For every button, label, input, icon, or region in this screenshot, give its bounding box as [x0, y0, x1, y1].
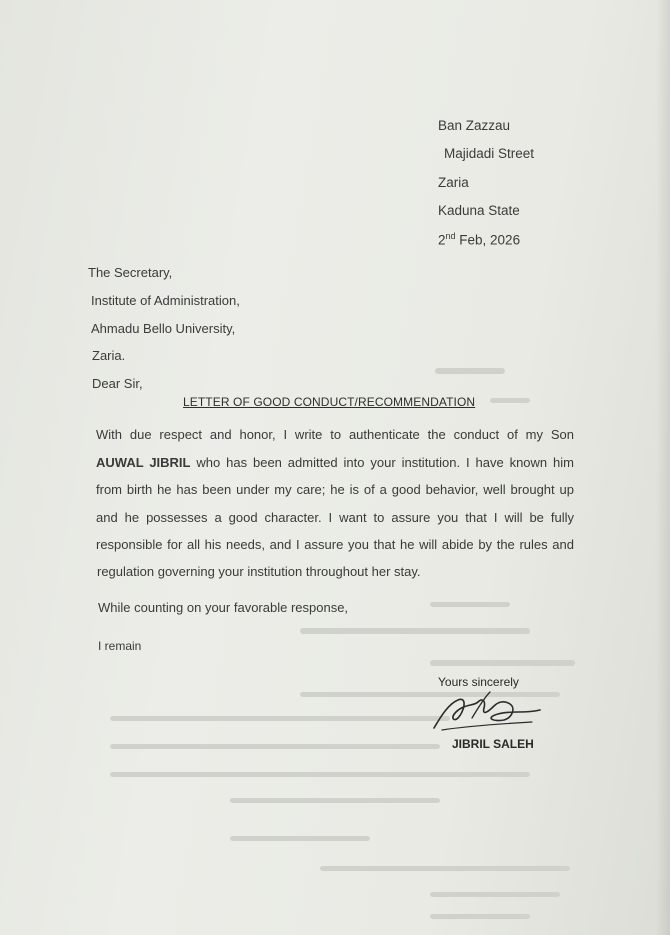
recipient-line: The Secretary,	[88, 265, 173, 280]
salutation: Dear Sir,	[92, 376, 143, 391]
sender-address-line: Ban Zazzau	[438, 118, 511, 133]
date-day: 2	[438, 232, 446, 248]
signature-mark	[428, 688, 548, 736]
body-line: With due respect and honor, I write to authenticate the conduct of my Son	[96, 427, 574, 442]
body-line: and he possesses a good character. I want to assure you that I will be fully	[96, 510, 574, 525]
body-line-rest: who has been admitted into your institution. I have known him	[190, 455, 574, 470]
sender-address-line: Kaduna State	[438, 203, 520, 218]
body-line: from birth he has been under my care; he is of a good behavior, well brought up	[96, 482, 574, 497]
recipient-line: Institute of Administration,	[91, 293, 240, 308]
recipient-line: Zaria.	[92, 348, 126, 363]
body-line	[96, 455, 574, 470]
date-suffix: nd	[445, 231, 456, 241]
sender-address-line: Majidadi Street	[444, 146, 535, 161]
letter-title: LETTER OF GOOD CONDUCT/RECOMMENDATION	[183, 395, 476, 409]
sender-address-line: Zaria	[438, 175, 469, 190]
signatory-name: JIBRIL SALEH	[452, 737, 534, 751]
remain-text: I remain	[98, 639, 142, 653]
sign-off: Yours sincerely	[438, 675, 519, 689]
date-rest: Feb, 2026	[455, 232, 521, 248]
body-line: responsible for all his needs, and I assure you that he will abide by the rules and	[96, 537, 574, 552]
letter-date	[438, 231, 520, 248]
student-name: AUWAL JIBRIL	[96, 455, 191, 470]
recipient-line: Ahmadu Bello University,	[91, 321, 236, 336]
body-line: regulation governing your institution throughout her stay.	[97, 564, 421, 579]
closing-line: While counting on your favorable response,	[98, 600, 349, 615]
